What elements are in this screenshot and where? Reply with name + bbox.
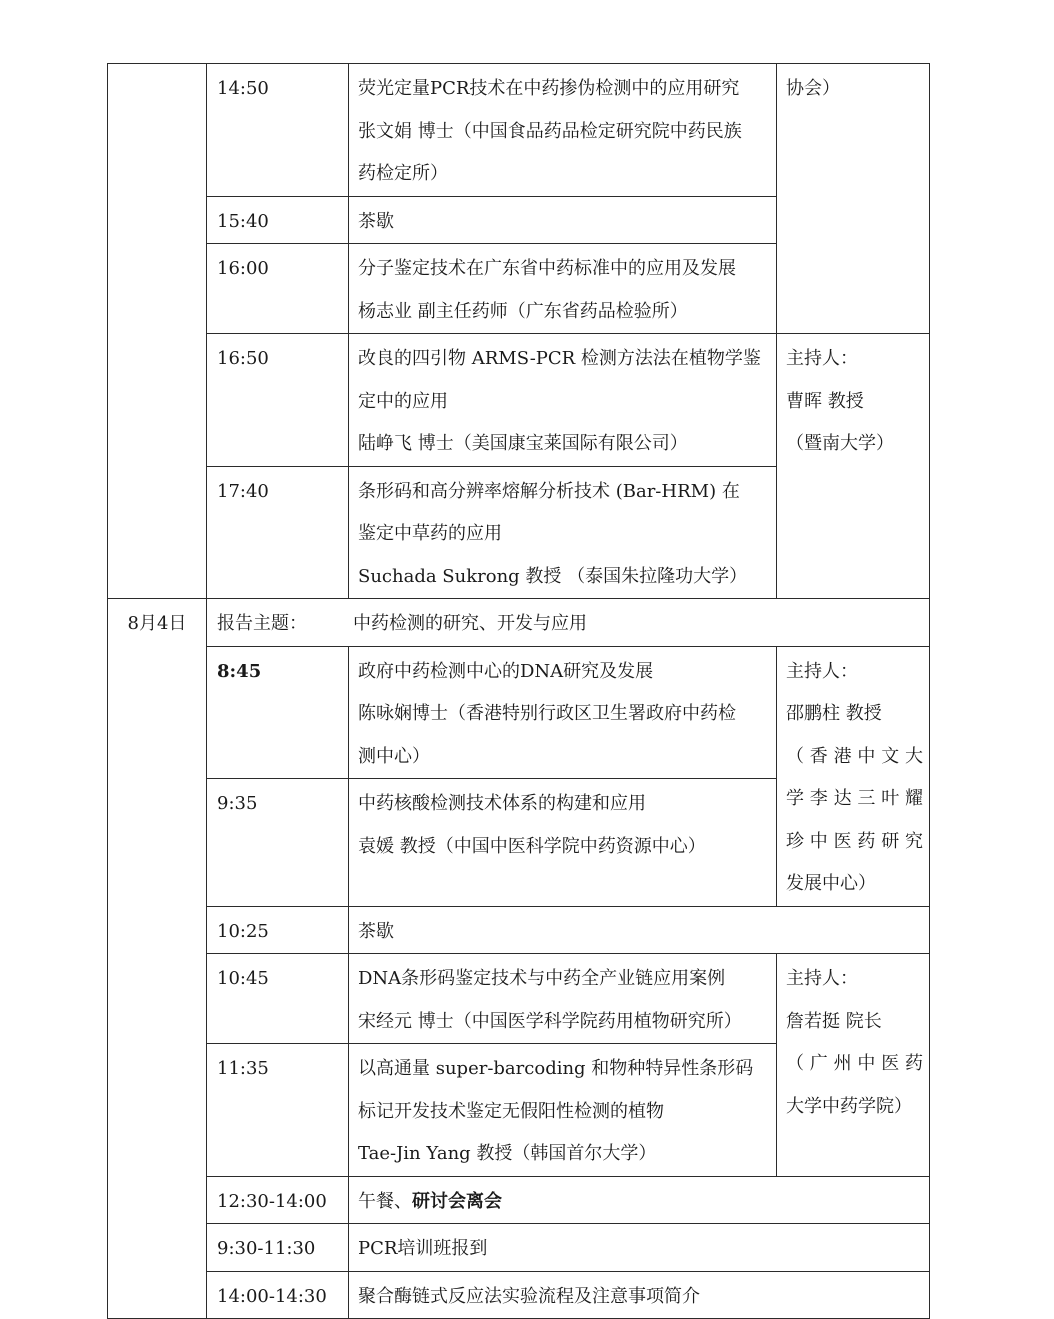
time-cell: 9:30-11:30 — [207, 1224, 349, 1272]
talk-title: 政府中药检测中心的DNA研究及发展 — [358, 660, 654, 682]
host-affiliation-cont: 珍中医药研究 — [786, 830, 923, 852]
table-row — [108, 1271, 930, 1319]
host-name: 邵鹏柱 教授 — [786, 703, 882, 724]
talk-speaker: 张文娟 博士（中国食品药品检定研究院中药民族 — [358, 120, 742, 142]
host-affiliation-cont: 发展中心） — [786, 873, 876, 894]
topic-cell — [349, 244, 777, 334]
time-cell: 16:00 — [207, 244, 349, 334]
host-affiliation: （广州中医药 — [786, 1053, 923, 1074]
time-cell: 14:50 — [207, 64, 349, 197]
host-cell — [777, 646, 930, 906]
topic-cell — [349, 906, 930, 954]
host-name: 曹晖 教授 — [786, 390, 864, 412]
topic-cell — [349, 954, 777, 1044]
topic-cell — [349, 64, 777, 197]
registration-label: PCR培训班报到 — [358, 1238, 488, 1259]
table-row — [108, 954, 930, 1044]
talk-title: DNA条形码鉴定技术与中药全产业链应用案例 — [358, 968, 726, 989]
time-cell: 16:50 — [207, 334, 349, 467]
time-cell: 11:35 — [207, 1044, 349, 1177]
host-affiliation: （香港中文大 — [786, 745, 923, 767]
host-cell — [777, 334, 930, 599]
host-cell — [777, 64, 930, 334]
host-affiliation: 协会） — [786, 78, 840, 99]
talk-title: 改良的四引物 ARMS-PCR 检测方法法在植物学鉴 — [358, 348, 761, 369]
talk-title: 分子鉴定技术在广东省中药标准中的应用及发展 — [358, 258, 736, 279]
break-label: 茶歇 — [358, 920, 394, 942]
table-row — [108, 906, 930, 954]
talk-title-cont: 标记开发技术鉴定无假阳性检测的植物 — [358, 1100, 664, 1122]
talk-title: 中药核酸检测技术体系的构建和应用 — [358, 793, 646, 815]
talk-speaker: Tae-Jin Yang 教授（韩国首尔大学） — [358, 1143, 657, 1164]
talk-speaker: 宋经元 博士（中国医学科学院药用植物研究所） — [358, 1010, 742, 1032]
date-cell: 8月4日 — [108, 599, 207, 1319]
time-cell: 17:40 — [207, 466, 349, 599]
topic-cell — [349, 196, 777, 244]
talk-title: 以高通量 super-barcoding 和物种特异性条形码 — [358, 1058, 754, 1079]
host-label: 主持人： — [786, 968, 858, 989]
time-cell: 9:35 — [207, 779, 349, 906]
lunch-text: 午餐、 — [358, 1190, 412, 1212]
host-label: 主持人： — [786, 660, 858, 682]
topic-cell — [349, 1044, 777, 1177]
topic-cell — [349, 466, 777, 599]
time-cell: 8:45 — [207, 646, 349, 779]
host-affiliation-cont: 学李达三叶耀 — [786, 788, 923, 809]
time-cell: 12:30-14:00 — [207, 1176, 349, 1224]
table-row — [108, 599, 930, 647]
table-row — [108, 334, 930, 467]
host-name: 詹若挺 院长 — [786, 1010, 882, 1032]
time-cell: 15:40 — [207, 196, 349, 244]
talk-speaker-cont: 测中心） — [358, 745, 430, 767]
topic-cell — [349, 779, 777, 906]
talk-speaker: Suchada Sukrong 教授 （泰国朱拉隆功大学） — [358, 565, 748, 587]
talk-title: 条形码和高分辨率熔解分析技术 (Bar-HRM) 在 — [358, 480, 740, 502]
time-cell: 10:45 — [207, 954, 349, 1044]
talk-speaker: 陈咏娴博士（香港特别行政区卫生署政府中药检 — [358, 703, 736, 724]
theme-title: 中药检测的研究、开发与应用 — [353, 613, 587, 634]
closing-text: 研讨会离会 — [412, 1190, 502, 1212]
host-cell — [777, 954, 930, 1177]
table-row — [108, 1176, 930, 1224]
host-affiliation-cont: 大学中药学院） — [786, 1095, 912, 1117]
time-cell: 10:25 — [207, 906, 349, 954]
topic-cell — [349, 646, 777, 779]
break-label: 茶歇 — [358, 210, 394, 232]
topic-cell — [349, 334, 777, 467]
talk-speaker: 陆峥飞 博士（美国康宝莱国际有限公司） — [358, 433, 688, 454]
talk-speaker-cont: 药检定所） — [358, 163, 448, 184]
table-row — [108, 1224, 930, 1272]
host-affiliation: （暨南大学） — [786, 433, 894, 454]
talk-speaker: 袁媛 教授（中国中医科学院中药资源中心） — [358, 835, 706, 857]
topic-cell — [349, 1271, 930, 1319]
date-cell-empty — [108, 64, 207, 599]
talk-title-cont: 鉴定中草药的应用 — [358, 523, 502, 544]
schedule-table — [107, 63, 930, 1319]
theme-cell — [207, 599, 930, 647]
table-row — [108, 646, 930, 779]
theme-label: 报告主题： — [217, 613, 307, 634]
host-label: 主持人： — [786, 348, 858, 369]
talk-speaker: 杨志业 副主任药师（广东省药品检验所） — [358, 300, 688, 322]
talk-title-cont: 定中的应用 — [358, 390, 448, 412]
table-row — [108, 64, 930, 197]
talk-title: 荧光定量PCR技术在中药掺伪检测中的应用研究 — [358, 78, 740, 99]
time-cell: 14:00-14:30 — [207, 1271, 349, 1319]
lunch-label — [358, 1181, 923, 1224]
topic-cell — [349, 1224, 930, 1272]
topic-cell — [349, 1176, 930, 1224]
session-title: 聚合酶链式反应法实验流程及注意事项简介 — [358, 1285, 700, 1307]
